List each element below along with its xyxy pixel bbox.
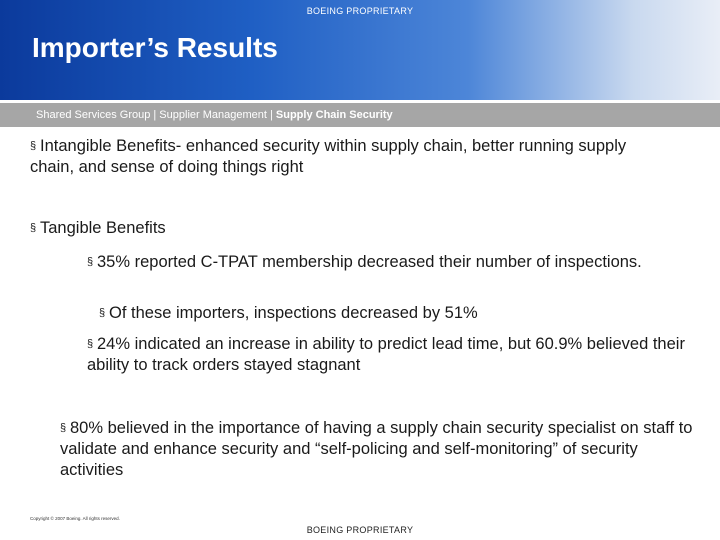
bullet-text: Intangible Benefits- enhanced security within supply chain, better running supply chain, and sense of doing things right	[30, 137, 627, 176]
bullet-security-specialist	[60, 418, 700, 481]
bullet-ctpat-membership	[87, 252, 687, 273]
slide-header	[0, 0, 720, 100]
bullet-text: 80% believed in the importance of having a supply chain security specialist on staff to validate and enhance security and “self-policing and self-monitoring” of security activities	[60, 419, 693, 479]
slide-title: Importer’s Results	[32, 32, 278, 63]
bullet-icon: §	[60, 422, 67, 434]
breadcrumb-current: Supply Chain Security	[275, 109, 393, 121]
bullet-text: 35% reported C-TPAT membership decreased their number of inspections.	[97, 253, 642, 271]
bullet-text: Tangible Benefits	[40, 219, 166, 237]
bullet-tangible-benefits	[30, 218, 670, 239]
bullet-lead-time	[87, 334, 697, 376]
proprietary-label-bottom: BOEING PROPRIETARY	[306, 525, 414, 535]
bullet-icon: §	[87, 256, 94, 268]
breadcrumb	[36, 109, 393, 121]
bullet-icon: §	[30, 140, 37, 152]
copyright-notice: Copyright © 2007 Boeing. All rights reserved.	[30, 516, 120, 521]
bullet-intangible-benefits	[30, 136, 670, 178]
bullet-text: Of these importers, inspections decreased by 51%	[109, 304, 478, 322]
bullet-text: 24% indicated an increase in ability to predict lead time, but 60.9% believed their ability to track orders stayed stagnant	[87, 335, 685, 374]
bullet-icon: §	[87, 338, 94, 350]
proprietary-label-top: BOEING PROPRIETARY	[306, 6, 414, 16]
breadcrumb-bar	[0, 103, 720, 127]
breadcrumb-path: Shared Services Group | Supplier Management |	[36, 109, 276, 121]
bullet-icon: §	[30, 222, 37, 234]
bullet-inspections-decreased	[99, 303, 679, 324]
bullet-icon: §	[99, 307, 106, 319]
